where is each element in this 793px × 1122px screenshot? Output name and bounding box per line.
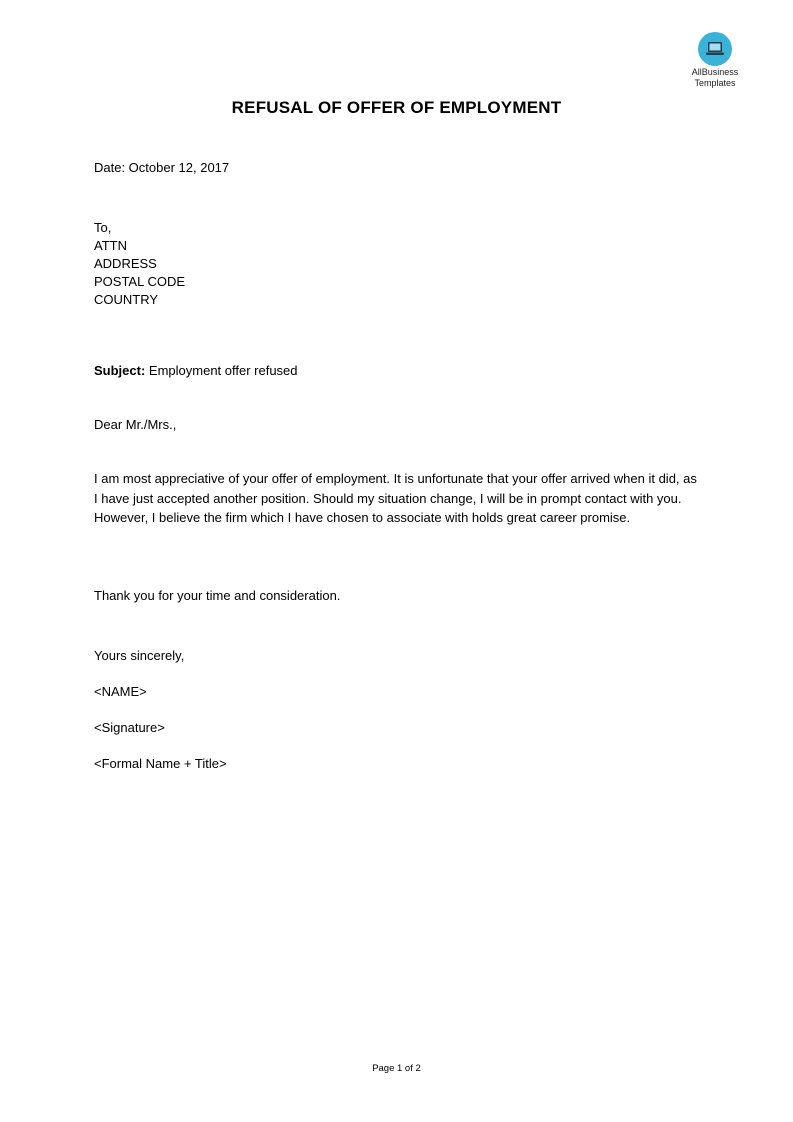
logo-text-line1: AllBusiness (691, 67, 739, 77)
subject-line (94, 362, 298, 380)
subject-text: Employment offer refused (145, 363, 298, 378)
logo-text-line2: Templates (694, 78, 736, 88)
laptop-icon (698, 32, 732, 66)
signature-placeholder: <Signature> (94, 720, 165, 735)
date-line: Date: October 12, 2017 (94, 160, 230, 175)
name-placeholder: <NAME> (94, 684, 147, 699)
address-postal: POSTAL CODE (94, 274, 186, 289)
address-country: COUNTRY (94, 292, 159, 307)
brand-logo (682, 32, 748, 88)
page-footer: Page 1 of 2 (372, 1063, 421, 1074)
salutation: Dear Mr./Mrs., (94, 417, 177, 432)
thanks-line: Thank you for your time and consideration. (94, 588, 341, 603)
document-title: REFUSAL OF OFFER OF EMPLOYMENT (231, 98, 562, 117)
body-paragraph: I am most appreciative of your offer of employment. It is unfortunate that your offer arrived when it did, as I have just accepted another position. Should my situation change, I will be in prompt contact with you. However, I believe the firm which I have chosen to associate with holds great career promise. (94, 471, 697, 525)
subject-label: Subject: (94, 363, 146, 378)
formal-name-placeholder: <Formal Name + Title> (94, 756, 227, 771)
address-street: ADDRESS (94, 256, 157, 271)
address-to: To, (94, 220, 112, 235)
address-attn: ATTN (94, 238, 127, 253)
closing-line: Yours sincerely, (94, 648, 185, 663)
